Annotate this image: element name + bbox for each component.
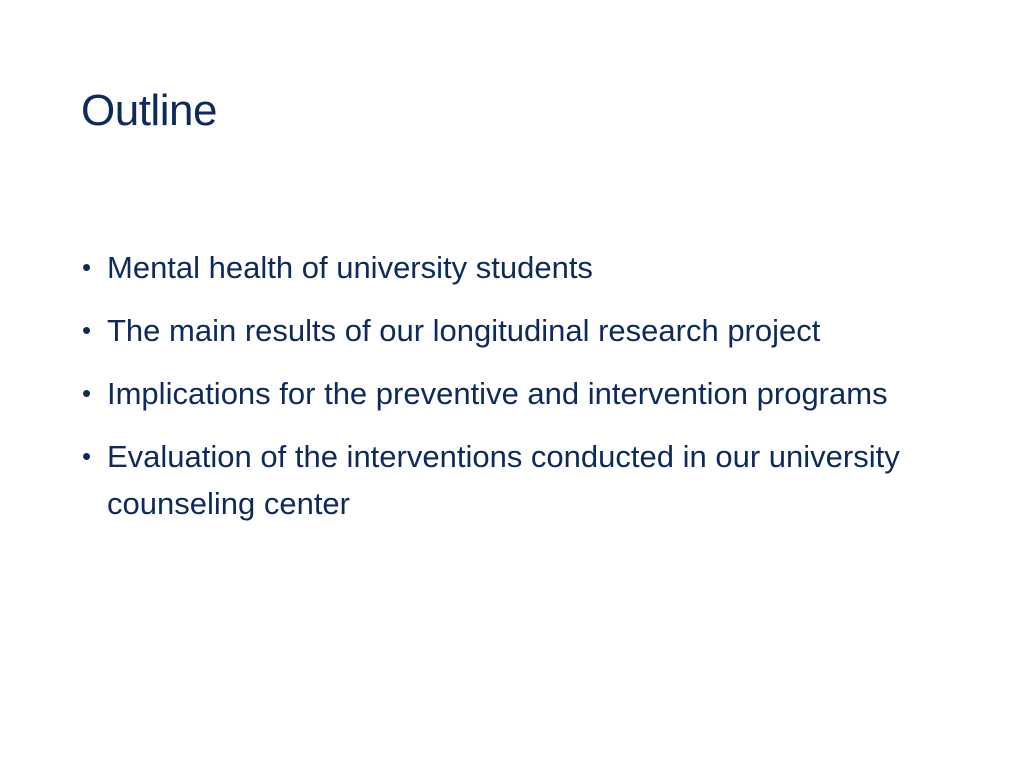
bullet-item: [80, 370, 940, 417]
bullet-text: Evaluation of the interventions conducted in our university counseling center: [107, 439, 900, 521]
bullet-icon: •: [82, 252, 92, 282]
bullet-text: Mental health of university students: [107, 250, 593, 285]
bullet-text: The main results of our longitudinal research project: [107, 313, 821, 348]
bullet-item: [80, 307, 940, 354]
slide-title: Outline: [81, 86, 217, 135]
bullet-icon: •: [82, 378, 92, 408]
bullet-icon: •: [82, 315, 92, 345]
bullet-item: [80, 433, 940, 527]
bullet-list: [80, 244, 940, 543]
bullet-icon: •: [82, 441, 92, 471]
bullet-text: Implications for the preventive and intervention programs: [107, 376, 888, 411]
bullet-item: [80, 244, 940, 291]
